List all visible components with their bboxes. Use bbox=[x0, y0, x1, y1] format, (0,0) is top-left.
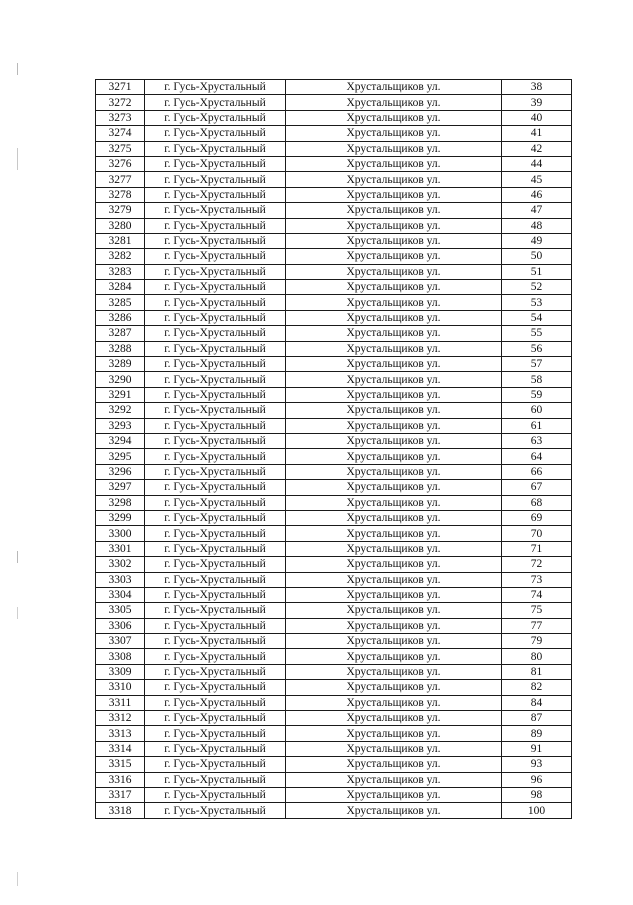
table-row bbox=[96, 741, 572, 756]
street-cell: Хрустальщиков ул. bbox=[286, 618, 502, 633]
house-number-cell: 52 bbox=[502, 280, 572, 295]
street-cell: Хрустальщиков ул. bbox=[286, 310, 502, 325]
street-cell: Хрустальщиков ул. bbox=[286, 403, 502, 418]
street-cell: Хрустальщиков ул. bbox=[286, 80, 502, 95]
table-row bbox=[96, 541, 572, 556]
address-table bbox=[95, 79, 572, 819]
street-cell: Хрустальщиков ул. bbox=[286, 695, 502, 710]
street-cell: Хрустальщиков ул. bbox=[286, 664, 502, 679]
street-cell: Хрустальщиков ул. bbox=[286, 803, 502, 818]
house-number-cell: 49 bbox=[502, 233, 572, 248]
street-cell: Хрустальщиков ул. bbox=[286, 295, 502, 310]
house-number-cell: 54 bbox=[502, 310, 572, 325]
city-cell: г. Гусь-Хрустальный bbox=[145, 403, 286, 418]
city-cell: г. Гусь-Хрустальный bbox=[145, 449, 286, 464]
street-cell: Хрустальщиков ул. bbox=[286, 249, 502, 264]
table-row bbox=[96, 587, 572, 602]
record-number-cell: 3279 bbox=[96, 203, 145, 218]
record-number-cell: 3314 bbox=[96, 741, 145, 756]
record-number-cell: 3287 bbox=[96, 326, 145, 341]
city-cell: г. Гусь-Хрустальный bbox=[145, 587, 286, 602]
table-row bbox=[96, 526, 572, 541]
table-row bbox=[96, 664, 572, 679]
house-number-cell: 63 bbox=[502, 433, 572, 448]
table-row bbox=[96, 218, 572, 233]
house-number-cell: 69 bbox=[502, 510, 572, 525]
record-number-cell: 3318 bbox=[96, 803, 145, 818]
house-number-cell: 61 bbox=[502, 418, 572, 433]
city-cell: г. Гусь-Хрустальный bbox=[145, 387, 286, 402]
table-row bbox=[96, 387, 572, 402]
city-cell: г. Гусь-Хрустальный bbox=[145, 80, 286, 95]
street-cell: Хрустальщиков ул. bbox=[286, 649, 502, 664]
table-row bbox=[96, 803, 572, 818]
street-cell: Хрустальщиков ул. bbox=[286, 433, 502, 448]
street-cell: Хрустальщиков ул. bbox=[286, 218, 502, 233]
table-row bbox=[96, 326, 572, 341]
record-number-cell: 3310 bbox=[96, 680, 145, 695]
street-cell: Хрустальщиков ул. bbox=[286, 587, 502, 602]
city-cell: г. Гусь-Хрустальный bbox=[145, 649, 286, 664]
table-row bbox=[96, 372, 572, 387]
table-row bbox=[96, 156, 572, 171]
house-number-cell: 40 bbox=[502, 110, 572, 125]
table-row bbox=[96, 80, 572, 95]
street-cell: Хрустальщиков ул. bbox=[286, 526, 502, 541]
city-cell: г. Гусь-Хрустальный bbox=[145, 510, 286, 525]
record-number-cell: 3276 bbox=[96, 156, 145, 171]
street-cell: Хрустальщиков ул. bbox=[286, 387, 502, 402]
street-cell: Хрустальщиков ул. bbox=[286, 557, 502, 572]
table-row bbox=[96, 341, 572, 356]
city-cell: г. Гусь-Хрустальный bbox=[145, 664, 286, 679]
record-number-cell: 3289 bbox=[96, 357, 145, 372]
house-number-cell: 74 bbox=[502, 587, 572, 602]
table-row bbox=[96, 418, 572, 433]
city-cell: г. Гусь-Хрустальный bbox=[145, 295, 286, 310]
house-number-cell: 45 bbox=[502, 172, 572, 187]
house-number-cell: 79 bbox=[502, 634, 572, 649]
city-cell: г. Гусь-Хрустальный bbox=[145, 787, 286, 802]
street-cell: Хрустальщиков ул. bbox=[286, 280, 502, 295]
street-cell: Хрустальщиков ул. bbox=[286, 187, 502, 202]
house-number-cell: 73 bbox=[502, 572, 572, 587]
record-number-cell: 3283 bbox=[96, 264, 145, 279]
table-row bbox=[96, 495, 572, 510]
street-cell: Хрустальщиков ул. bbox=[286, 172, 502, 187]
house-number-cell: 93 bbox=[502, 757, 572, 772]
house-number-cell: 77 bbox=[502, 618, 572, 633]
city-cell: г. Гусь-Хрустальный bbox=[145, 233, 286, 248]
record-number-cell: 3275 bbox=[96, 141, 145, 156]
house-number-cell: 96 bbox=[502, 772, 572, 787]
record-number-cell: 3293 bbox=[96, 418, 145, 433]
house-number-cell: 47 bbox=[502, 203, 572, 218]
record-number-cell: 3317 bbox=[96, 787, 145, 802]
scan-artifact-mark bbox=[17, 551, 18, 563]
house-number-cell: 46 bbox=[502, 187, 572, 202]
street-cell: Хрустальщиков ул. bbox=[286, 495, 502, 510]
table-row bbox=[96, 464, 572, 479]
house-number-cell: 50 bbox=[502, 249, 572, 264]
street-cell: Хрустальщиков ул. bbox=[286, 711, 502, 726]
house-number-cell: 60 bbox=[502, 403, 572, 418]
house-number-cell: 71 bbox=[502, 541, 572, 556]
city-cell: г. Гусь-Хрустальный bbox=[145, 464, 286, 479]
table-row bbox=[96, 110, 572, 125]
house-number-cell: 56 bbox=[502, 341, 572, 356]
city-cell: г. Гусь-Хрустальный bbox=[145, 310, 286, 325]
house-number-cell: 89 bbox=[502, 726, 572, 741]
table-row bbox=[96, 280, 572, 295]
address-table-body bbox=[96, 80, 572, 819]
street-cell: Хрустальщиков ул. bbox=[286, 726, 502, 741]
street-cell: Хрустальщиков ул. bbox=[286, 480, 502, 495]
city-cell: г. Гусь-Хрустальный bbox=[145, 726, 286, 741]
record-number-cell: 3309 bbox=[96, 664, 145, 679]
street-cell: Хрустальщиков ул. bbox=[286, 95, 502, 110]
table-row bbox=[96, 449, 572, 464]
record-number-cell: 3296 bbox=[96, 464, 145, 479]
house-number-cell: 70 bbox=[502, 526, 572, 541]
street-cell: Хрустальщиков ул. bbox=[286, 372, 502, 387]
table-row bbox=[96, 680, 572, 695]
house-number-cell: 51 bbox=[502, 264, 572, 279]
house-number-cell: 39 bbox=[502, 95, 572, 110]
street-cell: Хрустальщиков ул. bbox=[286, 264, 502, 279]
street-cell: Хрустальщиков ул. bbox=[286, 741, 502, 756]
record-number-cell: 3274 bbox=[96, 126, 145, 141]
street-cell: Хрустальщиков ул. bbox=[286, 449, 502, 464]
record-number-cell: 3271 bbox=[96, 80, 145, 95]
table-row bbox=[96, 572, 572, 587]
city-cell: г. Гусь-Хрустальный bbox=[145, 572, 286, 587]
street-cell: Хрустальщиков ул. bbox=[286, 464, 502, 479]
city-cell: г. Гусь-Хрустальный bbox=[145, 110, 286, 125]
city-cell: г. Гусь-Хрустальный bbox=[145, 418, 286, 433]
record-number-cell: 3304 bbox=[96, 587, 145, 602]
house-number-cell: 44 bbox=[502, 156, 572, 171]
record-number-cell: 3301 bbox=[96, 541, 145, 556]
record-number-cell: 3273 bbox=[96, 110, 145, 125]
street-cell: Хрустальщиков ул. bbox=[286, 510, 502, 525]
table-row bbox=[96, 787, 572, 802]
record-number-cell: 3306 bbox=[96, 618, 145, 633]
city-cell: г. Гусь-Хрустальный bbox=[145, 264, 286, 279]
street-cell: Хрустальщиков ул. bbox=[286, 203, 502, 218]
record-number-cell: 3315 bbox=[96, 757, 145, 772]
house-number-cell: 48 bbox=[502, 218, 572, 233]
table-row bbox=[96, 249, 572, 264]
city-cell: г. Гусь-Хрустальный bbox=[145, 141, 286, 156]
table-row bbox=[96, 603, 572, 618]
table-row bbox=[96, 172, 572, 187]
city-cell: г. Гусь-Хрустальный bbox=[145, 218, 286, 233]
record-number-cell: 3295 bbox=[96, 449, 145, 464]
street-cell: Хрустальщиков ул. bbox=[286, 110, 502, 125]
city-cell: г. Гусь-Хрустальный bbox=[145, 280, 286, 295]
city-cell: г. Гусь-Хрустальный bbox=[145, 433, 286, 448]
city-cell: г. Гусь-Хрустальный bbox=[145, 634, 286, 649]
street-cell: Хрустальщиков ул. bbox=[286, 418, 502, 433]
street-cell: Хрустальщиков ул. bbox=[286, 772, 502, 787]
house-number-cell: 91 bbox=[502, 741, 572, 756]
house-number-cell: 64 bbox=[502, 449, 572, 464]
city-cell: г. Гусь-Хрустальный bbox=[145, 341, 286, 356]
house-number-cell: 41 bbox=[502, 126, 572, 141]
record-number-cell: 3292 bbox=[96, 403, 145, 418]
street-cell: Хрустальщиков ул. bbox=[286, 233, 502, 248]
house-number-cell: 55 bbox=[502, 326, 572, 341]
scan-artifact-mark bbox=[17, 63, 18, 75]
house-number-cell: 42 bbox=[502, 141, 572, 156]
table-row bbox=[96, 433, 572, 448]
record-number-cell: 3290 bbox=[96, 372, 145, 387]
record-number-cell: 3282 bbox=[96, 249, 145, 264]
record-number-cell: 3281 bbox=[96, 233, 145, 248]
record-number-cell: 3278 bbox=[96, 187, 145, 202]
city-cell: г. Гусь-Хрустальный bbox=[145, 95, 286, 110]
city-cell: г. Гусь-Хрустальный bbox=[145, 711, 286, 726]
city-cell: г. Гусь-Хрустальный bbox=[145, 480, 286, 495]
record-number-cell: 3291 bbox=[96, 387, 145, 402]
record-number-cell: 3272 bbox=[96, 95, 145, 110]
house-number-cell: 68 bbox=[502, 495, 572, 510]
record-number-cell: 3294 bbox=[96, 433, 145, 448]
record-number-cell: 3313 bbox=[96, 726, 145, 741]
table-row bbox=[96, 480, 572, 495]
city-cell: г. Гусь-Хрустальный bbox=[145, 326, 286, 341]
table-row bbox=[96, 141, 572, 156]
record-number-cell: 3308 bbox=[96, 649, 145, 664]
street-cell: Хрустальщиков ул. bbox=[286, 757, 502, 772]
street-cell: Хрустальщиков ул. bbox=[286, 680, 502, 695]
record-number-cell: 3277 bbox=[96, 172, 145, 187]
street-cell: Хрустальщиков ул. bbox=[286, 126, 502, 141]
street-cell: Хрустальщиков ул. bbox=[286, 141, 502, 156]
record-number-cell: 3298 bbox=[96, 495, 145, 510]
city-cell: г. Гусь-Хрустальный bbox=[145, 757, 286, 772]
house-number-cell: 57 bbox=[502, 357, 572, 372]
record-number-cell: 3280 bbox=[96, 218, 145, 233]
city-cell: г. Гусь-Хрустальный bbox=[145, 541, 286, 556]
street-cell: Хрустальщиков ул. bbox=[286, 357, 502, 372]
table-row bbox=[96, 510, 572, 525]
table-row bbox=[96, 649, 572, 664]
house-number-cell: 82 bbox=[502, 680, 572, 695]
record-number-cell: 3316 bbox=[96, 772, 145, 787]
house-number-cell: 58 bbox=[502, 372, 572, 387]
city-cell: г. Гусь-Хрустальный bbox=[145, 741, 286, 756]
street-cell: Хрустальщиков ул. bbox=[286, 603, 502, 618]
city-cell: г. Гусь-Хрустальный bbox=[145, 372, 286, 387]
record-number-cell: 3307 bbox=[96, 634, 145, 649]
record-number-cell: 3297 bbox=[96, 480, 145, 495]
table-row bbox=[96, 233, 572, 248]
city-cell: г. Гусь-Хрустальный bbox=[145, 249, 286, 264]
city-cell: г. Гусь-Хрустальный bbox=[145, 680, 286, 695]
house-number-cell: 84 bbox=[502, 695, 572, 710]
city-cell: г. Гусь-Хрустальный bbox=[145, 526, 286, 541]
house-number-cell: 80 bbox=[502, 649, 572, 664]
city-cell: г. Гусь-Хрустальный bbox=[145, 357, 286, 372]
record-number-cell: 3288 bbox=[96, 341, 145, 356]
table-row bbox=[96, 295, 572, 310]
street-cell: Хрустальщиков ул. bbox=[286, 634, 502, 649]
city-cell: г. Гусь-Хрустальный bbox=[145, 156, 286, 171]
city-cell: г. Гусь-Хрустальный bbox=[145, 126, 286, 141]
table-row bbox=[96, 310, 572, 325]
table-row bbox=[96, 403, 572, 418]
city-cell: г. Гусь-Хрустальный bbox=[145, 772, 286, 787]
street-cell: Хрустальщиков ул. bbox=[286, 341, 502, 356]
city-cell: г. Гусь-Хрустальный bbox=[145, 203, 286, 218]
house-number-cell: 87 bbox=[502, 711, 572, 726]
house-number-cell: 98 bbox=[502, 787, 572, 802]
house-number-cell: 72 bbox=[502, 557, 572, 572]
table-row bbox=[96, 772, 572, 787]
city-cell: г. Гусь-Хрустальный bbox=[145, 618, 286, 633]
table-row bbox=[96, 726, 572, 741]
record-number-cell: 3285 bbox=[96, 295, 145, 310]
scan-artifact-mark bbox=[17, 872, 18, 886]
scan-artifact-mark bbox=[17, 607, 18, 619]
city-cell: г. Гусь-Хрустальный bbox=[145, 557, 286, 572]
house-number-cell: 59 bbox=[502, 387, 572, 402]
table-row bbox=[96, 264, 572, 279]
street-cell: Хрустальщиков ул. bbox=[286, 541, 502, 556]
city-cell: г. Гусь-Хрустальный bbox=[145, 172, 286, 187]
scan-artifact-mark bbox=[17, 148, 18, 170]
table-row bbox=[96, 203, 572, 218]
record-number-cell: 3311 bbox=[96, 695, 145, 710]
table-row bbox=[96, 126, 572, 141]
city-cell: г. Гусь-Хрустальный bbox=[145, 603, 286, 618]
city-cell: г. Гусь-Хрустальный bbox=[145, 803, 286, 818]
street-cell: Хрустальщиков ул. bbox=[286, 572, 502, 587]
record-number-cell: 3284 bbox=[96, 280, 145, 295]
record-number-cell: 3286 bbox=[96, 310, 145, 325]
table-row bbox=[96, 187, 572, 202]
table-row bbox=[96, 711, 572, 726]
street-cell: Хрустальщиков ул. bbox=[286, 156, 502, 171]
record-number-cell: 3299 bbox=[96, 510, 145, 525]
record-number-cell: 3303 bbox=[96, 572, 145, 587]
city-cell: г. Гусь-Хрустальный bbox=[145, 695, 286, 710]
table-row bbox=[96, 757, 572, 772]
table-row bbox=[96, 557, 572, 572]
record-number-cell: 3312 bbox=[96, 711, 145, 726]
house-number-cell: 38 bbox=[502, 80, 572, 95]
table-row bbox=[96, 618, 572, 633]
record-number-cell: 3302 bbox=[96, 557, 145, 572]
table-row bbox=[96, 95, 572, 110]
house-number-cell: 67 bbox=[502, 480, 572, 495]
table-row bbox=[96, 634, 572, 649]
street-cell: Хрустальщиков ул. bbox=[286, 326, 502, 341]
house-number-cell: 100 bbox=[502, 803, 572, 818]
house-number-cell: 53 bbox=[502, 295, 572, 310]
house-number-cell: 75 bbox=[502, 603, 572, 618]
table-row bbox=[96, 357, 572, 372]
house-number-cell: 66 bbox=[502, 464, 572, 479]
record-number-cell: 3300 bbox=[96, 526, 145, 541]
house-number-cell: 81 bbox=[502, 664, 572, 679]
city-cell: г. Гусь-Хрустальный bbox=[145, 495, 286, 510]
street-cell: Хрустальщиков ул. bbox=[286, 787, 502, 802]
city-cell: г. Гусь-Хрустальный bbox=[145, 187, 286, 202]
table-row bbox=[96, 695, 572, 710]
record-number-cell: 3305 bbox=[96, 603, 145, 618]
